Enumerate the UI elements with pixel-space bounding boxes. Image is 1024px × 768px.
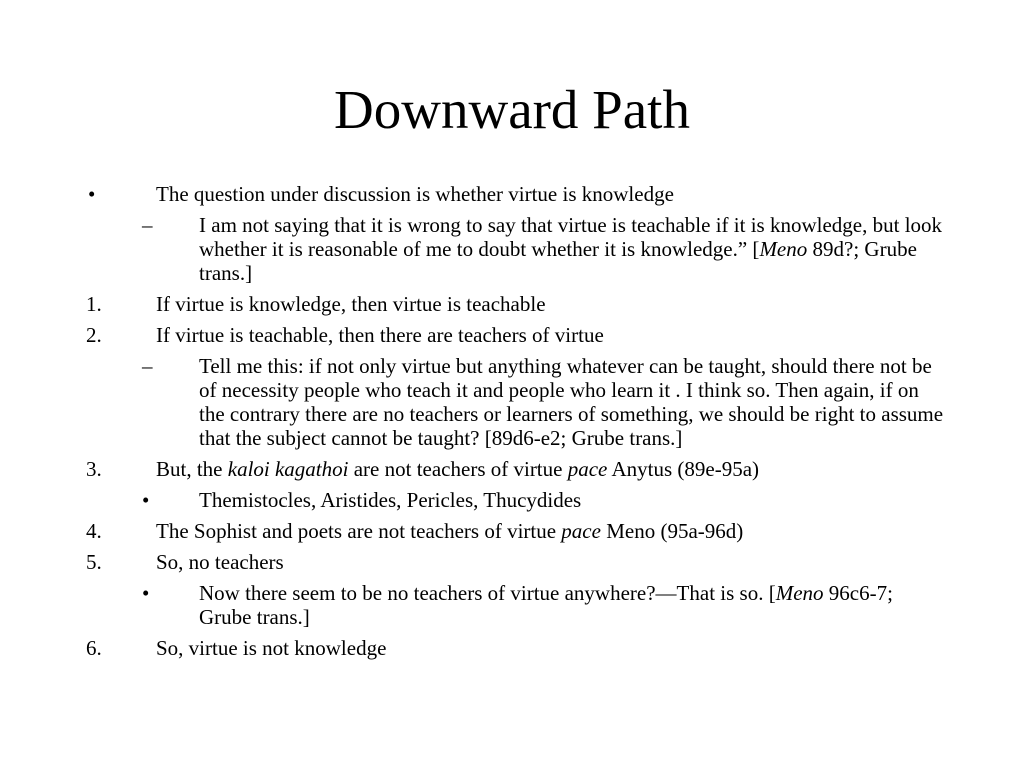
italic-term: pace bbox=[561, 519, 601, 543]
bullet-marker: • bbox=[88, 182, 96, 206]
list-item-quote bbox=[86, 354, 946, 450]
list-item-1 bbox=[86, 292, 946, 316]
citation-title: Meno bbox=[775, 581, 824, 605]
item-text: Meno (95a-96d) bbox=[600, 519, 744, 543]
number-marker: 2. bbox=[86, 323, 102, 347]
italic-term: kaloi kagathoi bbox=[227, 457, 349, 481]
citation-ref: 89d?; Grube trans.] bbox=[199, 237, 917, 285]
item-text: The Sophist and poets are not teachers of virtue bbox=[156, 519, 562, 543]
list-item-bullet bbox=[86, 488, 946, 512]
list-item-quote bbox=[86, 213, 946, 285]
slide-title: Downward Path bbox=[334, 79, 690, 140]
item-text: are not teachers of virtue bbox=[348, 457, 568, 481]
number-marker: 1. bbox=[86, 292, 102, 316]
italic-term: pace bbox=[567, 457, 608, 481]
number-marker: 3. bbox=[86, 457, 102, 481]
item-text: Themistocles, Aristides, Pericles, Thucydides bbox=[199, 488, 582, 512]
quote-text: I am not saying that it is wrong to say that virtue is teachable if it is knowledge, but look whether it is reasonable of me to doubt whether it is knowledge.” [ bbox=[199, 213, 943, 261]
list-item-2 bbox=[86, 323, 946, 347]
item-text: Anytus (89e-95a) bbox=[607, 457, 760, 481]
number-marker: 6. bbox=[86, 636, 102, 660]
dash-marker: – bbox=[142, 354, 153, 378]
number-marker: 5. bbox=[86, 550, 102, 574]
bullet-marker: • bbox=[142, 581, 150, 605]
citation-ref: 96c6-7; Grube trans.] bbox=[199, 581, 893, 629]
item-text: So, no teachers bbox=[156, 550, 284, 574]
item-text: If virtue is knowledge, then virtue is teachable bbox=[156, 292, 546, 316]
citation-title: Meno bbox=[759, 237, 808, 261]
slide-body bbox=[86, 182, 946, 667]
list-item-3 bbox=[86, 457, 946, 481]
item-text: So, virtue is not knowledge bbox=[156, 636, 387, 660]
quote-text: Now there seem to be no teachers of virtue anywhere?—That is so. [ bbox=[199, 581, 776, 605]
list-item-6 bbox=[86, 636, 946, 660]
list-item-5 bbox=[86, 550, 946, 574]
list-item-4 bbox=[86, 519, 946, 543]
item-text: The question under discussion is whether virtue is knowledge bbox=[156, 182, 674, 206]
list-item-bullet bbox=[86, 581, 946, 629]
dash-marker: – bbox=[142, 213, 153, 237]
bullet-marker: • bbox=[142, 488, 150, 512]
item-text: But, the bbox=[156, 457, 228, 481]
number-marker: 4. bbox=[86, 519, 102, 543]
item-text: If virtue is teachable, then there are teachers of virtue bbox=[156, 323, 604, 347]
quote-text: Tell me this: if not only virtue but anything whatever can be taught, should there not be of necessity people who teach it and people who learn it . I think so. Then again, if on the contrary there are no teachers or learners of something, we should be right to assume that the subject cannot be taught? [89d6-e2; Grube trans.] bbox=[199, 354, 944, 450]
list-item-bullet bbox=[86, 182, 946, 206]
